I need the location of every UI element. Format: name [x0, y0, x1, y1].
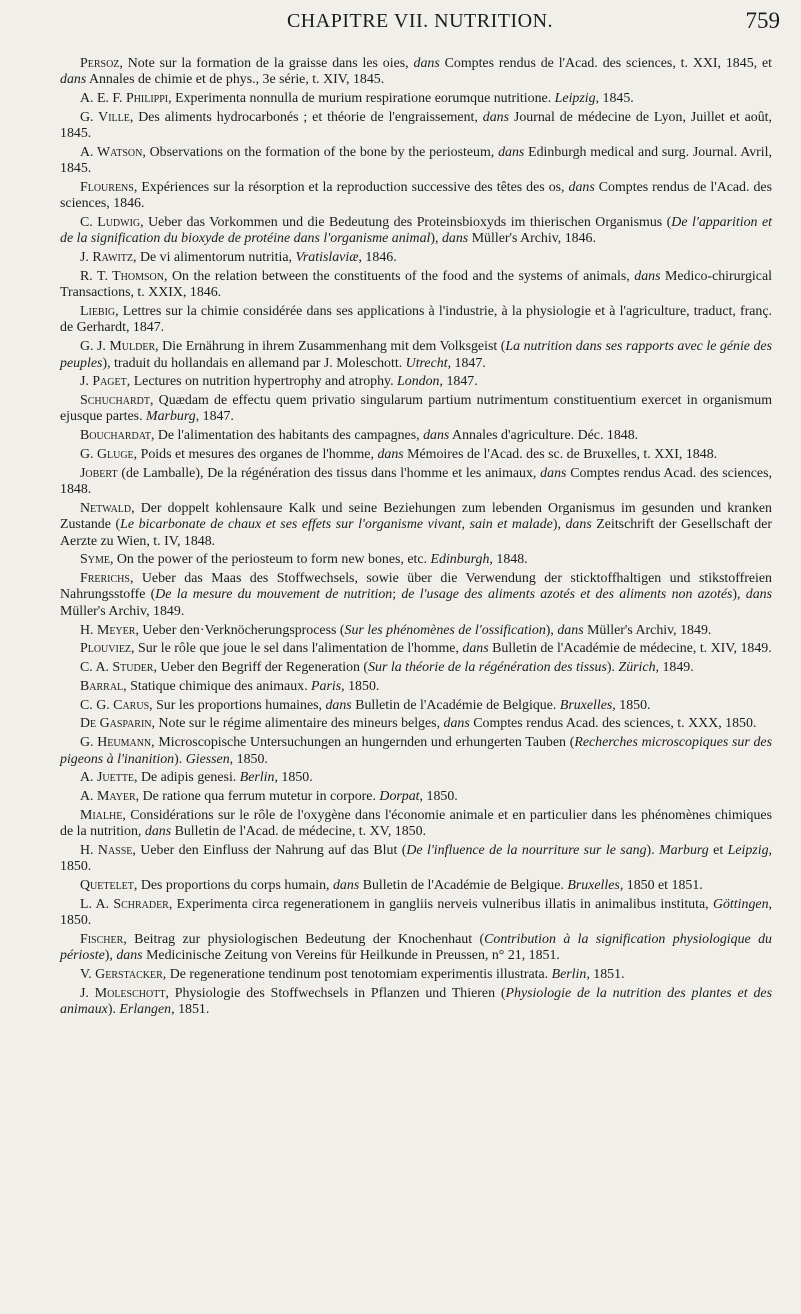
reference-italic: Recherches microscopiques sur des pigeons à l'inanition	[60, 735, 772, 767]
reference-author: De Gasparin	[80, 716, 152, 732]
reference-text: (de Lamballe), De la régénération des tissus dans l'homme et les animaux,	[117, 465, 541, 481]
reference-italic: dans	[634, 269, 661, 285]
reference-text: , De l'alimentation des habitants des campagnes,	[150, 428, 424, 444]
reference-entry	[60, 56, 772, 89]
reference-text: Bulletin de l'Académie de médecine, t. XIV, 1849.	[488, 641, 772, 657]
reference-text: , Considérations sur le rôle de l'oxygène dans l'économie animale et en particulier dans les phénomènes chimiques de la nutrition,	[60, 807, 772, 840]
reference-entry	[60, 304, 772, 337]
reference-text: , 1850.	[60, 843, 772, 875]
reference-text: , Experimenta nonnulla de murium respiratione eorumque nutritione.	[168, 91, 555, 107]
reference-text: ),	[545, 622, 558, 638]
reference-author: Jobert	[80, 465, 118, 481]
reference-text: , Ueber den·Verknöcherungsprocess (	[135, 622, 345, 638]
reference-text: , Experimenta circa regenerationem in gangliis nerveis vulneribus illatis in animalibus instituta,	[168, 896, 713, 912]
reference-italic: De l'influence de la nourriture sur le sang	[406, 843, 647, 859]
reference-italic: London	[397, 374, 440, 390]
reference-italic: Leipzig	[727, 843, 769, 859]
reference-text: Comptes rendus de l'Acad. des sciences, t. XXI, 1845, et	[439, 56, 772, 71]
reference-italic: dans	[540, 465, 567, 481]
reference-text: , Ueber den Begriff der Regeneration (	[153, 660, 369, 676]
reference-italic: Leipzig	[554, 91, 596, 107]
reference-author: Syme	[80, 552, 110, 568]
reference-text: , Expériences sur la résorption et la reproduction successive des têtes des os,	[133, 180, 569, 196]
reference-text: , Ueber das Vorkommen und die Bedeutung des Proteinsbioxyds im thierischen Organismus (	[140, 215, 672, 231]
running-title: CHAPITRE VII. NUTRITION.	[286, 10, 554, 32]
reference-text: , Der doppelt kohlensaure Kalk und seine Beziehungen zum lebenden Organismus im gesunden und kranken Zustande (	[60, 500, 772, 533]
reference-entry	[60, 808, 772, 841]
reference-entry	[60, 770, 772, 786]
reference-text: , 1850.	[612, 697, 651, 713]
reference-entry	[60, 428, 772, 444]
reference-italic: dans	[325, 697, 352, 713]
reference-italic: dans	[568, 180, 595, 196]
reference-text: et	[708, 843, 728, 859]
reference-text: Comptes rendus de l'Acad. des sciences, 1846.	[60, 180, 772, 212]
reference-italic: Berlin	[551, 967, 587, 983]
reference-italic: Vratislaviæ	[295, 250, 359, 266]
reference-text: , De ratione qua ferrum mutetur in corpore.	[135, 789, 380, 805]
reference-entry	[60, 698, 772, 714]
reference-italic: Edinburgh	[430, 552, 490, 568]
reference-italic: Sur les phénomènes de l'ossification	[344, 622, 546, 638]
reference-entry	[60, 269, 772, 302]
reference-italic: dans	[332, 878, 360, 894]
reference-italic: Marburg	[146, 409, 196, 425]
reference-text: , Microscopische Untersuchungen an hungernden und erhungerten Tauben (	[151, 735, 575, 751]
reference-author: Persoz	[80, 56, 120, 71]
reference-text: , 1850.	[60, 896, 772, 929]
reference-text: , 1850.	[229, 751, 268, 767]
reference-italic: dans	[443, 716, 470, 732]
reference-entry	[60, 447, 772, 463]
reference-author: A. Juette	[80, 770, 135, 786]
reference-entry	[60, 91, 772, 107]
reference-italic: Dorpat	[379, 789, 420, 805]
reference-entry	[60, 145, 772, 178]
reference-author: A. Watson	[80, 144, 143, 160]
reference-text: , Die Ernährung in ihrem Zusammenhang mit dem Volksgeist (	[155, 339, 506, 355]
page-number: 759	[745, 8, 780, 33]
reference-text: Zeitschrift der Gesellschaft der Aerzte zu Wien, t. IV, 1848.	[60, 517, 773, 549]
reference-italic: Utrecht	[405, 355, 448, 371]
reference-entry	[60, 967, 772, 983]
reference-entry	[60, 552, 772, 568]
reference-text: , Statique chimique des animaux.	[123, 678, 312, 694]
reference-author: G. Ville	[80, 109, 130, 125]
reference-author: J. Moleschott	[80, 985, 166, 1001]
reference-italic: Göttingen	[712, 896, 769, 912]
reference-text: ).	[606, 660, 619, 676]
reference-text: Journal de médecine de Lyon, Juillet et août, 1845.	[60, 109, 772, 142]
reference-italic: Erlangen	[119, 1002, 172, 1018]
reference-text: , Ueber das Maas des Stoffwechsels, sowie über die Verwendung der sticktoffhaltigen und stikstoffreien Nahrungsstoffe (	[60, 571, 772, 603]
reference-italic: La nutrition dans ses rapports avec le génie des peuples	[60, 339, 773, 371]
reference-entry	[60, 466, 772, 499]
page-header	[60, 4, 780, 40]
reference-text: ),	[104, 948, 117, 964]
reference-entry	[60, 986, 772, 1019]
reference-italic: Le bicarbonate de chaux et ses effets sur l'organisme vivant, sain et malade	[120, 517, 553, 533]
reference-text: ).	[107, 1002, 120, 1018]
reference-entry	[60, 660, 772, 676]
reference-author: C. A. Studer	[80, 660, 154, 676]
reference-text: Annales d'agriculture. Déc. 1848.	[449, 428, 639, 444]
reference-entry	[60, 393, 772, 426]
reference-italic: dans	[60, 72, 87, 88]
reference-italic: dans	[462, 641, 489, 657]
reference-italic: Zürich	[618, 660, 656, 676]
reference-text: , Des proportions du corps humain,	[133, 878, 333, 894]
reference-text: Bulletin de l'Acad. de médecine, t. XV, 1850.	[171, 824, 427, 840]
reference-italic: Bruxelles	[559, 697, 613, 713]
reference-entry	[60, 641, 772, 657]
reference-author: G. J. Mulder	[80, 339, 156, 355]
reference-italic: Marburg	[659, 843, 709, 859]
reference-author: V. Gerstacker	[80, 967, 163, 983]
reference-author: Netwald	[80, 500, 132, 516]
reference-text: , On the relation between the constituents of the food and the systems of animals,	[164, 269, 635, 285]
reference-author: Flourens	[80, 180, 134, 196]
reference-italic: dans	[557, 622, 584, 638]
reference-italic: dans	[144, 824, 172, 840]
reference-italic: dans	[482, 109, 510, 125]
reference-entry	[60, 110, 772, 143]
reference-text: Müller's Archiv, 1846.	[468, 231, 596, 247]
reference-italic: de l'usage des aliments azotés et des aliments non azotés	[401, 587, 733, 603]
reference-italic: Berlin	[239, 770, 275, 786]
reference-text: , Physiologie des Stoffwechsels in Pflanzen und Thieren (	[165, 985, 506, 1001]
reference-text: , 1848.	[489, 552, 528, 568]
reference-text: Annales de chimie et de phys., 3e série, t. XIV, 1845.	[86, 72, 385, 88]
reference-italic: Physiologie de la nutrition des plantes et des animaux	[60, 985, 772, 1018]
reference-text: , 1851.	[586, 967, 625, 983]
reference-text: ),	[732, 587, 746, 603]
reference-author: Barral	[80, 678, 124, 694]
reference-text: , 1851.	[171, 1002, 210, 1018]
reference-text: , 1849.	[655, 660, 694, 676]
reference-author: J. Rawitz	[80, 250, 134, 266]
reference-entry	[60, 843, 772, 876]
reference-author: A. E. F. Philippi	[80, 91, 169, 107]
reference-author: G. Heumann	[80, 735, 152, 751]
reference-italic: Sur la théorie de la régénération des tissus	[368, 660, 607, 676]
reference-author: Mialhe	[80, 807, 123, 823]
reference-text: , Sur les proportions humaines,	[149, 697, 326, 713]
reference-text: , Beitrag zur physiologischen Bedeutung der Knochenhaut (	[123, 932, 485, 948]
reference-entry	[60, 571, 772, 620]
reference-italic: dans	[413, 56, 440, 71]
reference-text: Mémoires de l'Acad. des sc. de Bruxelles, t. XXI, 1848.	[403, 447, 718, 463]
reference-entry	[60, 932, 772, 965]
reference-text: , 1845.	[595, 91, 634, 107]
reference-text: , Quædam de effectu quem privatio singularum partium nutrimentum constituentium exercet in organismum ejusque partes.	[60, 393, 772, 425]
reference-italic: dans	[423, 428, 450, 444]
reference-text: , On the power of the periosteum to form new bones, etc.	[109, 552, 431, 568]
reference-text: Medico-chirurgical Transactions, t. XXIX, 1846.	[60, 269, 772, 301]
reference-entry	[60, 250, 772, 266]
reference-author: Plouviez	[80, 641, 132, 657]
reference-entry	[60, 501, 772, 550]
reference-text: , Lettres sur la chimie considérée dans ses applications à l'industrie, à la physiologie et à l'agriculture, traduct, franç. de Gerhardt, 1847.	[60, 304, 772, 336]
reference-text: , De regeneratione tendinum post tenotomiam experimentis illustrata.	[162, 967, 552, 983]
reference-text: ),	[430, 231, 442, 247]
reference-text: , Observations on the formation of the bone by the periosteum,	[142, 144, 499, 160]
reference-text: , Poids et mesures des organes de l'homme,	[133, 447, 378, 463]
reference-text: , De adipis genesi.	[134, 770, 240, 786]
reference-entry	[60, 215, 772, 248]
reference-author: Quetelet	[80, 878, 134, 894]
reference-text: , Note sur la formation de la graisse dans les oies,	[119, 56, 414, 71]
reference-text: , 1847.	[195, 409, 234, 425]
reference-entry	[60, 180, 772, 213]
reference-entry	[60, 735, 772, 768]
reference-text: , 1850.	[419, 789, 458, 805]
reference-text: , 1850 et 1851.	[619, 878, 703, 894]
reference-author: H. Nasse	[80, 843, 133, 859]
reference-text: , Ueber den Einfluss der Nahrung auf das Blut (	[132, 843, 407, 859]
reference-text: ),	[552, 517, 566, 533]
reference-italic: dans	[745, 587, 773, 603]
reference-entry	[60, 789, 772, 805]
reference-text: ).	[646, 843, 660, 859]
reference-text: Müller's Archiv, 1849.	[60, 603, 185, 619]
reference-italic: dans	[565, 517, 592, 533]
reference-entry	[60, 716, 772, 732]
reference-text: Medicinische Zeitung von Vereins für Heilkunde in Preussen, n° 21, 1851.	[142, 948, 560, 964]
reference-italic: Giessen	[185, 751, 230, 767]
reference-entry	[60, 623, 772, 639]
reference-author: Schuchardt	[80, 393, 150, 409]
reference-italic: dans	[498, 144, 525, 160]
reference-text: , 1847.	[447, 355, 486, 371]
reference-text: , 1847.	[439, 374, 478, 390]
reference-text: Bulletin de l'Académie de Belgique.	[351, 697, 560, 713]
reference-text: , Note sur le régime alimentaire des mineurs belges,	[151, 716, 444, 732]
reference-author: C. G. Carus	[80, 697, 150, 713]
reference-text: ;	[392, 587, 402, 603]
reference-italic: dans	[377, 447, 404, 463]
reference-entry	[60, 339, 772, 372]
reference-text: , 1850.	[341, 678, 380, 694]
reference-author: Bouchardat	[80, 428, 151, 444]
reference-italic: Bruxelles	[567, 878, 620, 894]
reference-text: Edinburgh medical and surg. Journal. Avril, 1845.	[60, 144, 772, 177]
reference-author: J. Paget	[80, 374, 127, 390]
reference-italic: Paris	[311, 678, 342, 694]
reference-author: Frerichs	[80, 571, 130, 587]
bibliography-list	[60, 56, 772, 1021]
reference-entry	[60, 679, 772, 695]
reference-text: Comptes rendus Acad. des sciences, 1848.	[60, 465, 772, 498]
reference-author: Liebig	[80, 304, 116, 320]
reference-author: Fischer	[80, 932, 124, 948]
reference-text: Bulletin de l'Académie de Belgique.	[359, 878, 568, 894]
reference-text: , 1850.	[274, 770, 313, 786]
reference-italic: De la mesure du mouvement de nutrition	[155, 587, 393, 603]
reference-entry	[60, 878, 772, 894]
reference-italic: Contribution à la signification physiologique du périoste	[60, 932, 772, 964]
reference-text: Müller's Archiv, 1849.	[583, 622, 712, 638]
reference-text: ), traduit du hollandais en allemand par J. Moleschott.	[102, 355, 406, 371]
reference-italic: dans	[116, 948, 143, 964]
reference-text: , 1846.	[358, 250, 397, 266]
reference-author: C. Ludwig	[80, 215, 141, 231]
reference-text: ).	[174, 751, 186, 767]
reference-entry	[60, 897, 772, 930]
reference-entry	[60, 374, 772, 390]
reference-text: , De vi alimentorum nutritia,	[133, 250, 296, 266]
reference-author: H. Meyer	[80, 622, 136, 638]
reference-author: A. Mayer	[80, 789, 136, 805]
reference-author: L. A. Schrader	[80, 896, 169, 912]
reference-text: , Lectures on nutrition hypertrophy and atrophy.	[126, 374, 398, 390]
reference-author: G. Gluge	[80, 447, 134, 463]
reference-italic: De l'apparition et de la signification du bioxyde de protéine dans l'organisme animal	[60, 215, 772, 247]
reference-italic: dans	[441, 231, 469, 247]
reference-author: R. T. Thomson	[80, 269, 164, 285]
reference-text: , Sur le rôle que joue le sel dans l'alimentation de l'homme,	[131, 641, 463, 657]
reference-text: , Des aliments hydrocarbonés ; et théorie de l'engraissement,	[129, 109, 483, 125]
reference-text: Comptes rendus Acad. des sciences, t. XXX, 1850.	[469, 716, 757, 732]
